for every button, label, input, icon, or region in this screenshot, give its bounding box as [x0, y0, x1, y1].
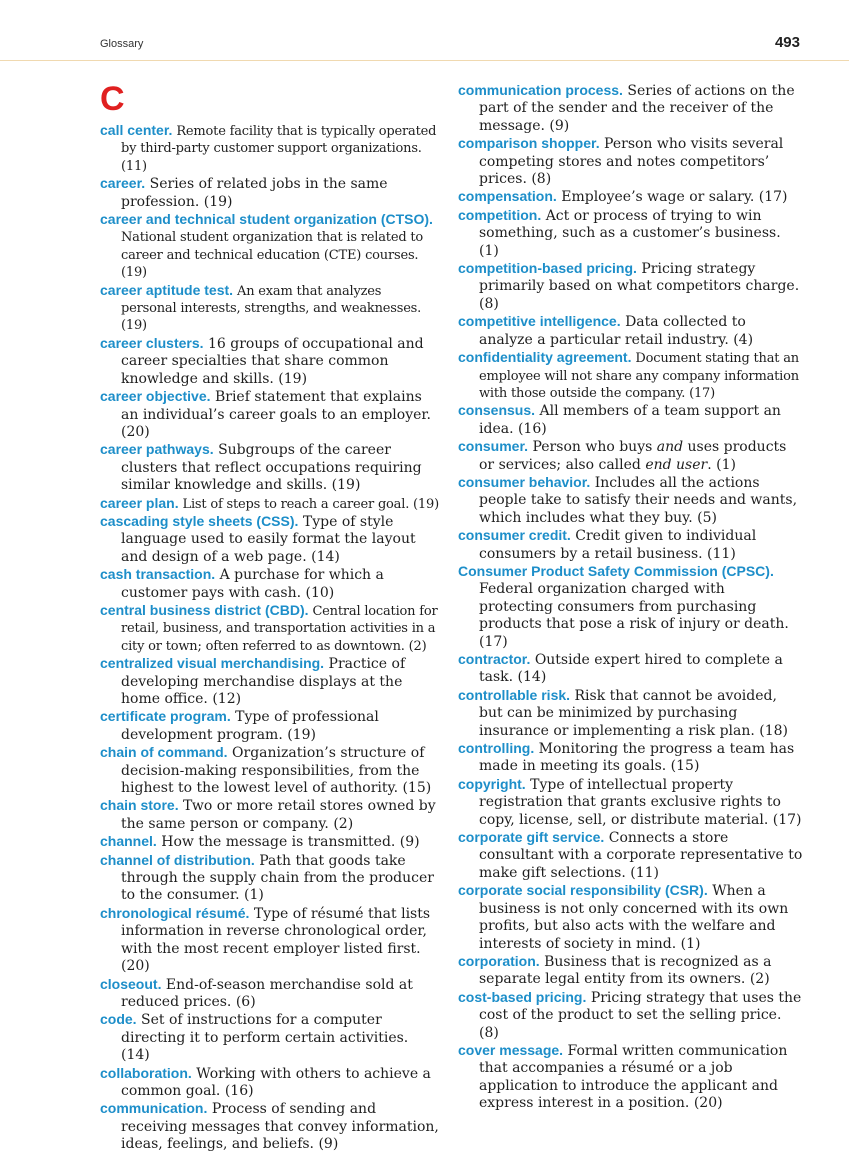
- glossary-entry: [458, 260, 803, 313]
- glossary-definition: Type of résumé that lists information in reverse chronological order, with the most recent employer listed first. (20): [121, 905, 431, 975]
- glossary-definition: Subgroups of the career clusters that reflect occupations requiring similar knowledge and skills. (19): [121, 442, 422, 494]
- glossary-definition: Business that is recognized as a separate legal entity from its owners. (2): [479, 953, 772, 988]
- glossary-definition: An exam that analyzes personal interests, strengths, and weaknesses. (19): [121, 283, 422, 334]
- header-rule: [0, 60, 849, 61]
- glossary-term: code.: [100, 1011, 137, 1028]
- glossary-definition: Path that goods take through the supply chain from the producer to the consumer. (1): [121, 852, 434, 904]
- glossary-term: career clusters.: [100, 334, 204, 351]
- glossary-definition: Monitoring the progress a team has made in meeting its goals. (15): [479, 741, 795, 775]
- glossary-term: central business district (CBD).: [100, 601, 309, 618]
- glossary-entry: [458, 563, 803, 651]
- section-letter: C: [100, 80, 125, 118]
- glossary-term: centralized visual merchandising.: [100, 655, 325, 672]
- glossary-term: competitive intelligence.: [458, 313, 621, 330]
- glossary-definition: Data collected to analyze a particular retail industry. (4): [479, 314, 754, 348]
- glossary-column-right: [458, 82, 803, 1113]
- glossary-entry: [458, 82, 803, 135]
- glossary-definition: Includes all the actions people take to satisfy their needs and wants, which includes what they buy. (5): [479, 474, 798, 526]
- glossary-entry: [100, 833, 440, 851]
- glossary-definition: Pricing strategy primarily based on what competitors charge. (8): [479, 261, 800, 312]
- glossary-term: channel.: [100, 833, 157, 850]
- glossary-definition: Working with others to achieve a common goal. (16): [121, 1065, 431, 1099]
- glossary-term: competition.: [458, 206, 542, 223]
- glossary-term: contractor.: [458, 651, 531, 667]
- glossary-term: cost-based pricing.: [458, 988, 587, 1005]
- glossary-term: career aptitude test.: [100, 281, 234, 298]
- glossary-entry: [458, 474, 803, 527]
- glossary-definition: Type of intellectual property registration that grants exclusive rights to copy, license, sell, or distribute material. (17): [479, 776, 802, 828]
- emphasis-text: end user: [645, 456, 708, 473]
- emphasis-text: and: [656, 439, 684, 456]
- glossary-term: consumer behavior.: [458, 473, 591, 490]
- definition-part: Person who buys: [532, 439, 657, 456]
- glossary-definition: Document stating that an employee will not share any company information with those outside the company. (17): [479, 351, 799, 401]
- glossary-definition: End-of-season merchandise sold at reduced prices. (6): [121, 976, 413, 1010]
- glossary-definition: Series of actions on the part of the sender and the receiver of the message. (9): [479, 83, 795, 134]
- glossary-definition: Risk that cannot be avoided, but can be minimized by purchasing insurance or implementing a risk plan. (18): [479, 687, 789, 739]
- glossary-term: consumer.: [458, 438, 529, 455]
- glossary-definition: How the message is transmitted. (9): [161, 834, 420, 851]
- running-head: Glossary: [100, 38, 144, 50]
- glossary-definition: Connects a store consultant with a corporate representative to make gift selections. (11): [479, 830, 803, 881]
- glossary-entry: [458, 313, 803, 349]
- definition-part: uses products or services; also called: [479, 439, 787, 473]
- glossary-entry: [100, 1065, 440, 1101]
- glossary-entry: [100, 513, 440, 566]
- glossary-entry: [458, 349, 803, 402]
- glossary-definition: All members of a team support an idea. (16): [479, 403, 781, 437]
- glossary-definition: Formal written communication that accompanies a résumé or a job application to introduce the applicant and express interest in a position. (20): [479, 1042, 788, 1112]
- glossary-term: certificate program.: [100, 708, 231, 725]
- glossary-entry: [458, 882, 803, 953]
- glossary-entry: [100, 655, 440, 708]
- glossary-entry: [100, 122, 440, 175]
- glossary-entry: [100, 602, 440, 655]
- glossary-definition: Organization’s structure of decision-making responsibilities, from the highest to the lowest level of authority. (15): [121, 745, 432, 797]
- glossary-entry: [100, 708, 440, 744]
- definition-part: . (1): [707, 456, 736, 473]
- glossary-entry: [458, 989, 803, 1042]
- glossary-entry: [458, 207, 803, 260]
- glossary-entry: [100, 1011, 440, 1064]
- glossary-term: comparison shopper.: [458, 135, 600, 152]
- glossary-entry: [100, 388, 440, 441]
- glossary-term: closeout.: [100, 975, 162, 992]
- glossary-definition: Person who visits several competing stores and notes competitors’ prices. (8): [479, 136, 784, 188]
- glossary-entry: [100, 976, 440, 1012]
- glossary-term: cascading style sheets (CSS).: [100, 512, 299, 529]
- glossary-term: corporate gift service.: [458, 829, 605, 846]
- glossary-term: copyright.: [458, 775, 526, 792]
- glossary-term: chain store.: [100, 797, 179, 814]
- glossary-entry: [458, 402, 803, 438]
- glossary-entry: [100, 441, 440, 494]
- glossary-entry: [100, 1100, 440, 1153]
- glossary-definition: Two or more retail stores owned by the same person or company. (2): [121, 798, 436, 832]
- glossary-entry: [100, 744, 440, 797]
- glossary-term: chronological résumé.: [100, 904, 250, 921]
- glossary-definition: 16 groups of occupational and career specialties that share common knowledge and skills. (19): [121, 335, 424, 387]
- glossary-definition: Remote facility that is typically operated by third-party customer support organizations. (11): [121, 124, 437, 174]
- glossary-term: controlling.: [458, 740, 535, 757]
- glossary-definition: Type of professional development program. (19): [121, 709, 379, 743]
- glossary-term: career plan.: [100, 494, 179, 511]
- glossary-entry: [458, 687, 803, 740]
- glossary-definition: National student organization that is related to career and technical education (CTE) courses. (19): [121, 230, 424, 281]
- glossary-definition: Outside expert hired to complete a task. (14): [479, 652, 783, 686]
- page-header: [0, 34, 849, 62]
- glossary-entry: [458, 135, 803, 188]
- glossary-term: communication.: [100, 1100, 208, 1117]
- glossary-definition: Series of related jobs in the same profession. (19): [121, 176, 388, 210]
- glossary-definition: Set of instructions for a computer directing it to perform certain activities. (14): [121, 1012, 409, 1064]
- glossary-term: corporation.: [458, 952, 540, 969]
- glossary-definition: Credit given to individual consumers by a retail business. (11): [479, 528, 757, 562]
- glossary-definition: Central location for retail, business, and transportation activities in a city or town; often referred to as downtown. (2): [121, 603, 438, 654]
- glossary-term: collaboration.: [100, 1064, 192, 1081]
- glossary-term: career pathways.: [100, 441, 214, 458]
- glossary-term: corporate social responsibility (CSR).: [458, 882, 708, 899]
- glossary-term: cover message.: [458, 1041, 564, 1058]
- glossary-definition: Pricing strategy that uses the cost of the product to set the selling price. (8): [479, 989, 802, 1041]
- glossary-entry: [458, 776, 803, 829]
- glossary-definition: Process of sending and receiving messages that convey information, ideas, feelings, and beliefs. (9): [121, 1101, 439, 1153]
- glossary-entry: [458, 829, 803, 882]
- glossary-term: career objective.: [100, 388, 211, 405]
- glossary-entry: [100, 566, 440, 602]
- glossary-entry: [100, 797, 440, 833]
- glossary-term: call center.: [100, 122, 173, 138]
- glossary-term: chain of command.: [100, 744, 228, 761]
- glossary-entry: [458, 438, 803, 474]
- glossary-entry: [458, 188, 803, 206]
- glossary-term: competition-based pricing.: [458, 260, 637, 277]
- glossary-definition: Employee’s wage or salary. (17): [561, 189, 788, 206]
- glossary-entry: [458, 1042, 803, 1113]
- glossary-entry: [100, 335, 440, 388]
- glossary-term: channel of distribution.: [100, 851, 255, 868]
- glossary-entry: [100, 175, 440, 211]
- glossary-definition: Practice of developing merchandise displays at the home office. (12): [121, 656, 406, 707]
- glossary-entry: [458, 953, 803, 989]
- glossary-term: cash transaction.: [100, 566, 216, 583]
- glossary-entry: [100, 852, 440, 905]
- glossary-entry: [458, 740, 803, 776]
- glossary-definition: Brief statement that explains an individual’s career goals to an employer. (20): [121, 389, 432, 440]
- glossary-entry: [100, 905, 440, 976]
- glossary-definition: Type of style language used to easily format the layout and design of a web page. (14): [121, 513, 416, 565]
- glossary-definition: List of steps to reach a career goal. (19): [182, 496, 439, 512]
- glossary-term: Consumer Product Safety Commission (CPSC).: [458, 562, 774, 579]
- glossary-definition: Federal organization charged with protecting consumers from purchasing products that pose a risk of injury or death. (17): [479, 581, 789, 650]
- glossary-entry: [100, 495, 440, 513]
- glossary-term: consensus.: [458, 402, 536, 419]
- glossary-term: confidentiality agreement.: [458, 349, 632, 366]
- glossary-term: career and technical student organization (CTSO).: [100, 211, 433, 228]
- page-number: 493: [774, 34, 800, 51]
- glossary-column-left: [100, 82, 440, 1154]
- glossary-term: controllable risk.: [458, 686, 571, 703]
- glossary-term: compensation.: [458, 188, 557, 205]
- glossary-definition: Act or process of trying to win something, such as a customer’s business. (1): [479, 207, 781, 259]
- glossary-term: consumer credit.: [458, 527, 571, 544]
- glossary-entry: [458, 527, 803, 563]
- glossary-entry: [100, 211, 440, 282]
- glossary-definition: A purchase for which a customer pays with cash. (10): [121, 567, 384, 601]
- glossary-term: communication process.: [458, 82, 623, 98]
- glossary-definition: When a business is not only concerned with its own profits, but also acts with the welfare and interests of society in mind. (1): [479, 883, 789, 952]
- glossary-term: career.: [100, 175, 146, 192]
- glossary-entry: [100, 282, 440, 335]
- glossary-entry: [458, 651, 803, 687]
